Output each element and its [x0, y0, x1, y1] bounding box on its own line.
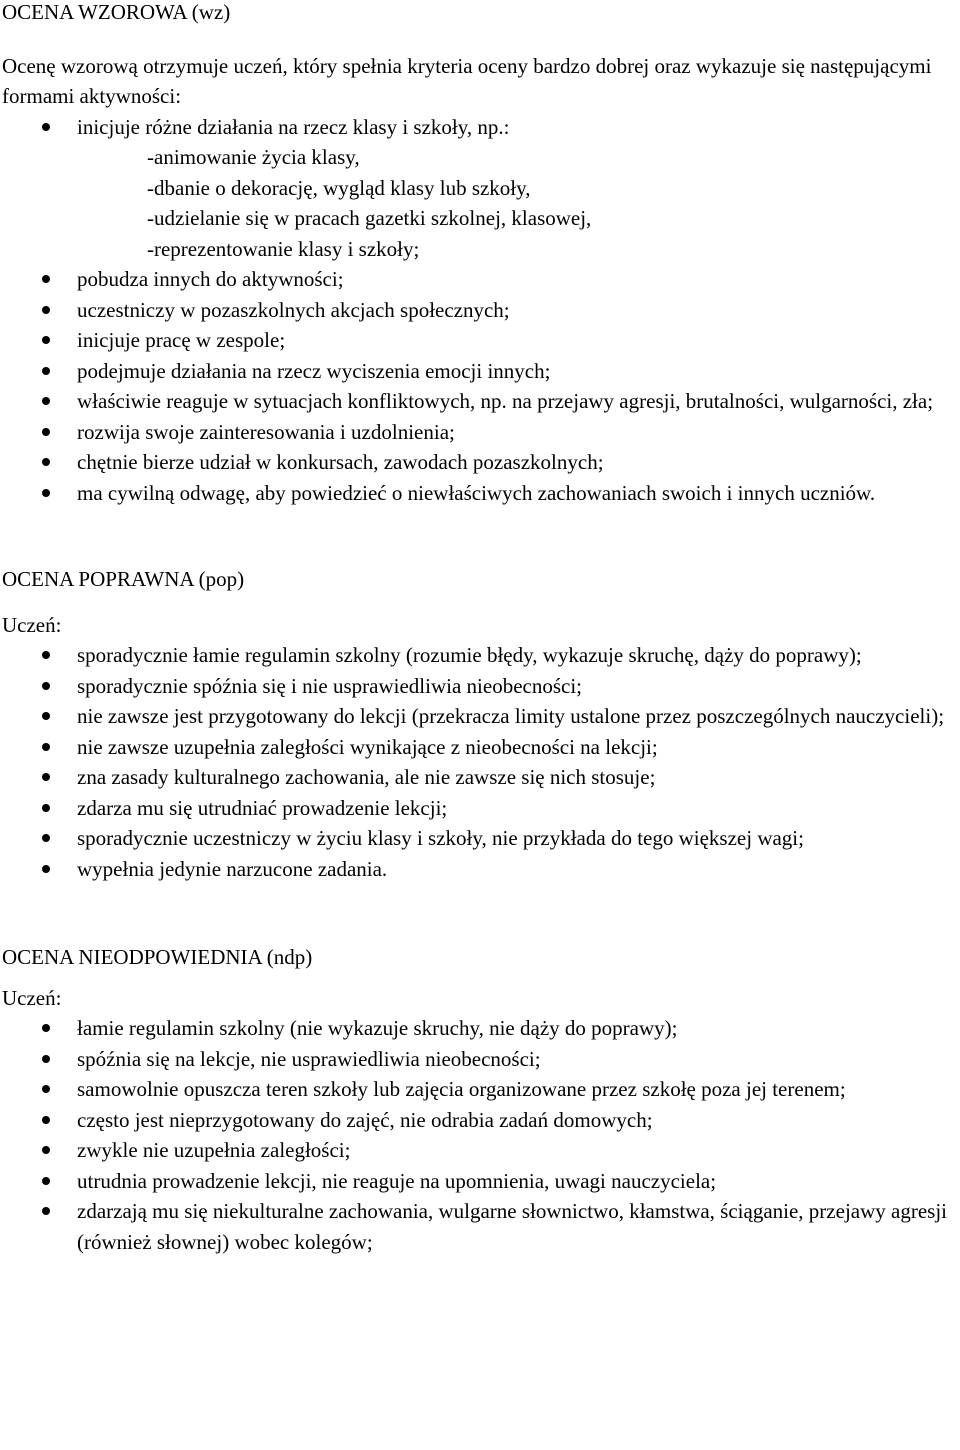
- list-item: [2, 1166, 960, 1197]
- list-item: [2, 447, 960, 478]
- list-item-text: często jest nieprzygotowany do zajęć, nie odrabia zadań domowych;: [77, 1107, 653, 1132]
- list-item: [2, 854, 960, 885]
- bullet-icon: [42, 428, 50, 436]
- bullet-icon: [42, 275, 50, 283]
- section-title-pop: OCENA POPRAWNA (pop): [2, 567, 245, 591]
- section-subject-ndp: Uczeń:: [2, 985, 62, 1010]
- list-item-text: ma cywilną odwagę, aby powiedzieć o niewłaściwych zachowaniach swoich i innych uczniów.: [77, 480, 876, 505]
- list-item: [2, 1074, 960, 1105]
- list-item-text: rozwija swoje zainteresowania i uzdolnienia;: [77, 419, 455, 444]
- list-item-text: zdarza mu się utrudniać prowadzenie lekcji;: [77, 795, 448, 820]
- section-title-wz: OCENA WZOROWA (wz): [2, 0, 231, 24]
- list-item: [2, 701, 960, 732]
- bullet-icon: [42, 1177, 50, 1185]
- sublist-item: -udzielanie się w pracach gazetki szkolnej, klasowej,: [147, 206, 592, 230]
- bullet-icon: [42, 743, 50, 751]
- sublist-examples: [77, 142, 950, 264]
- list-item: [2, 264, 960, 295]
- sublist-item: -reprezentowanie klasy i szkoły;: [147, 236, 420, 261]
- bullet-icon: [42, 336, 50, 344]
- list-item: [2, 478, 960, 509]
- list-item-text: wypełnia jedynie narzucone zadania.: [77, 856, 388, 881]
- list-item: [2, 823, 960, 854]
- section-intro-wz: Ocenę wzorową otrzymuje uczeń, który spełnia kryteria oceny bardzo dobrej oraz wykazuje się następującymi formami aktywności:: [2, 53, 932, 108]
- list-item-text: sporadycznie spóźnia się i nie usprawiedliwia nieobecności;: [77, 673, 583, 698]
- bullet-icon: [42, 367, 50, 375]
- sublist-item: -animowanie życia klasy,: [147, 145, 360, 169]
- bullet-icon: [42, 651, 50, 659]
- list-item-text: inicjuje pracę w zespole;: [77, 328, 286, 352]
- bullet-icon: [42, 458, 50, 466]
- bullet-icon: [42, 1207, 50, 1215]
- list-item-text: sporadycznie uczestniczy w życiu klasy i szkoły, nie przykłada do tego większej wagi;: [77, 826, 804, 850]
- section-title-ndp: OCENA NIEODPOWIEDNIA (ndp): [2, 945, 313, 969]
- list-item: [2, 295, 960, 326]
- list-item: [2, 417, 960, 448]
- list-item: [2, 671, 960, 702]
- bullet-icon: [42, 834, 50, 842]
- bullet-icon: [42, 682, 50, 690]
- list-item-text: utrudnia prowadzenie lekcji, nie reaguje na upomnienia, uwagi nauczyciela;: [77, 1168, 717, 1193]
- list-item-text: nie zawsze uzupełnia zaległości wynikające z nieobecności na lekcji;: [77, 734, 658, 759]
- list-item-text: nie zawsze jest przygotowany do lekcji (przekracza limity ustalone przez poszczególnych nauczycieli);: [77, 704, 945, 728]
- list-item: [2, 1105, 960, 1136]
- criteria-list-ndp: [2, 1013, 960, 1257]
- sublist-item: -dbanie o dekorację, wygląd klasy lub szkoły,: [147, 175, 531, 200]
- list-item-text: łamie regulamin szkolny (nie wykazuje skruchy, nie dąży do poprawy);: [77, 1016, 678, 1040]
- bullet-icon: [42, 712, 50, 720]
- bullet-icon: [42, 1055, 50, 1063]
- list-item: [2, 793, 960, 824]
- bullet-icon: [42, 1085, 50, 1093]
- bullet-icon: [42, 1024, 50, 1032]
- list-item: [2, 1013, 960, 1044]
- section-subject-pop: Uczeń:: [2, 612, 62, 637]
- list-item-text: zwykle nie uzupełnia zaległości;: [77, 1138, 351, 1162]
- bullet-icon: [42, 773, 50, 781]
- bullet-icon: [42, 397, 50, 405]
- bullet-icon: [42, 306, 50, 314]
- bullet-icon: [42, 1116, 50, 1124]
- list-item-text: spóźnia się na lekcje, nie usprawiedliwia nieobecności;: [77, 1046, 541, 1071]
- list-item-text: pobudza innych do aktywności;: [77, 267, 344, 291]
- bullet-icon: [42, 1146, 50, 1154]
- list-item-text: chętnie bierze udział w konkursach, zawodach pozaszkolnych;: [77, 450, 604, 474]
- list-item-text: samowolnie opuszcza teren szkoły lub zajęcia organizowane przez szkołę poza jej terenem;: [77, 1077, 846, 1101]
- bullet-icon: [42, 865, 50, 873]
- bullet-icon: [42, 123, 50, 131]
- list-item: [2, 732, 960, 763]
- criteria-list-pop: [2, 640, 960, 884]
- bullet-icon: [42, 804, 50, 812]
- list-item-text: podejmuje działania na rzecz wyciszenia emocji innych;: [77, 358, 551, 383]
- list-item: [2, 640, 960, 671]
- list-item-text: sporadycznie łamie regulamin szkolny (rozumie błędy, wykazuje skruchę, dąży do poprawy);: [77, 643, 862, 667]
- list-item: [2, 1044, 960, 1075]
- list-item-text: właściwie reaguje w sytuacjach konfliktowych, np. na przejawy agresji, brutalności, wulgarności, zła;: [77, 389, 934, 413]
- list-item-text: zna zasady kulturalnego zachowania, ale nie zawsze się nich stosuje;: [77, 765, 656, 789]
- list-item-text: uczestniczy w pozaszkolnych akcjach społecznych;: [77, 297, 510, 322]
- bullet-icon: [42, 489, 50, 497]
- list-item: [2, 112, 960, 265]
- list-item: [2, 1135, 960, 1166]
- list-item-text: zdarzają mu się niekulturalne zachowania, wulgarne słownictwo, kłamstwa, ściąganie, przejawy agresji (również słownej) wobec kolegów;: [77, 1199, 947, 1254]
- list-item: [2, 386, 960, 417]
- list-item: [2, 325, 960, 356]
- list-item: [2, 1196, 960, 1257]
- list-item: [2, 356, 960, 387]
- list-item-text: inicjuje różne działania na rzecz klasy i szkoły, np.:: [77, 114, 510, 139]
- criteria-list-wz: [2, 112, 960, 509]
- list-item: [2, 762, 960, 793]
